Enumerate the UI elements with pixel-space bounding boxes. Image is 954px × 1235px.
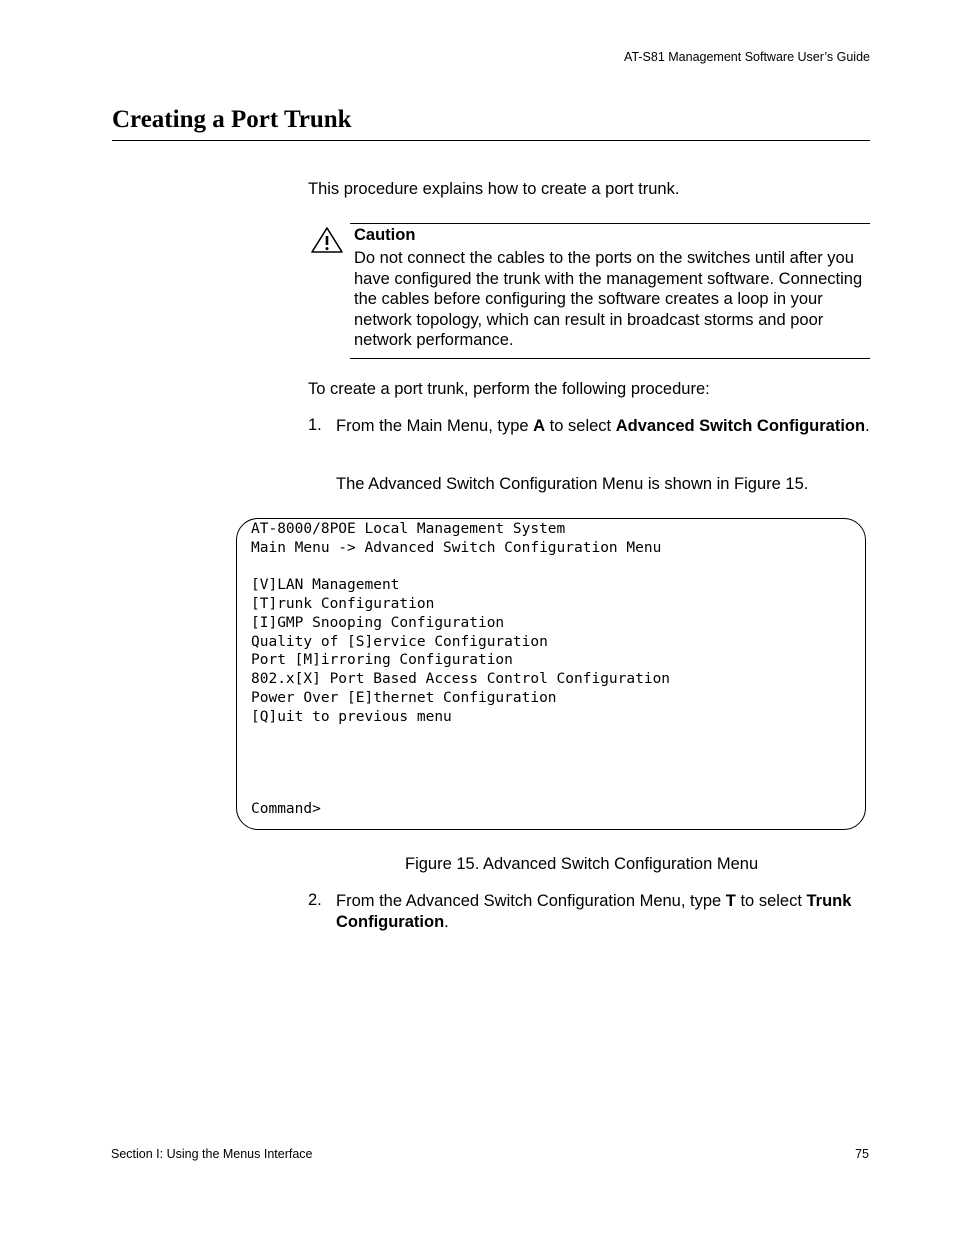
- procedure-intro: To create a port trunk, perform the following procedure:: [308, 380, 710, 398]
- page-number: 75: [855, 1147, 869, 1161]
- terminal-line: Power Over [E]thernet Configuration: [251, 689, 557, 706]
- step-1-note: The Advanced Switch Configuration Menu is shown in Figure 15.: [336, 475, 809, 493]
- terminal-line: [251, 558, 670, 577]
- warning-triangle-icon: [310, 226, 344, 254]
- terminal-line: [T]runk Configuration: [251, 596, 435, 612]
- step-1-target: Advanced Switch Configuration: [615, 417, 866, 435]
- step-1-text: [336, 416, 870, 437]
- intro-paragraph: This procedure explains how to create a port trunk.: [308, 180, 680, 198]
- terminal-line: Port [M]irroring Configuration: [251, 652, 513, 669]
- title-rule: [112, 140, 870, 141]
- terminal-command-prompt: Command>: [251, 801, 321, 817]
- step-2-key: T: [725, 892, 736, 910]
- terminal-line: Main Menu -> Advanced Switch Configuration Menu: [251, 539, 662, 556]
- step-1-post: .: [865, 417, 870, 435]
- caution-top-rule: [350, 223, 870, 224]
- terminal-menu-lines: [251, 520, 670, 726]
- terminal-line: AT-8000/8POE Local Management System: [251, 521, 566, 537]
- step-2-post: .: [444, 912, 449, 931]
- section-title: Creating a Port Trunk: [112, 106, 352, 133]
- step-1-key: A: [533, 417, 546, 435]
- step-1-number: 1.: [308, 416, 322, 434]
- figure-caption: Figure 15. Advanced Switch Configuration Menu: [405, 855, 759, 873]
- caution-body: Do not connect the cables to the ports on the switches until after you have configured the trunk with the management software. Connecting the cables before configuring the software creates a loop in your network topology, which can result in broadcast storms and poor network performance.: [354, 249, 863, 349]
- step-2-pre: From the Advanced Switch Configuration Menu, type: [336, 892, 726, 910]
- step-2-text: [336, 891, 870, 932]
- step-1-pre: From the Main Menu, type: [336, 417, 534, 435]
- step-2-target: Trunk Configuration: [336, 892, 852, 931]
- terminal-line: [Q]uit to previous menu: [251, 708, 452, 725]
- step-2-number: 2.: [308, 891, 322, 909]
- step-1-mid: to select: [545, 417, 616, 435]
- step-2-mid: to select: [735, 892, 807, 910]
- running-header: AT-S81 Management Software User’s Guide: [624, 50, 870, 64]
- terminal-line: Quality of [S]ervice Configuration: [251, 633, 548, 650]
- caution-bottom-rule: [350, 358, 870, 359]
- terminal-line: 802.x[X] Port Based Access Control Configuration: [251, 671, 671, 687]
- caution-label: Caution: [354, 226, 416, 244]
- terminal-line: [I]GMP Snooping Configuration: [251, 614, 505, 631]
- terminal-line: [V]LAN Management: [251, 577, 400, 594]
- running-footer-section: Section I: Using the Menus Interface: [111, 1147, 313, 1161]
